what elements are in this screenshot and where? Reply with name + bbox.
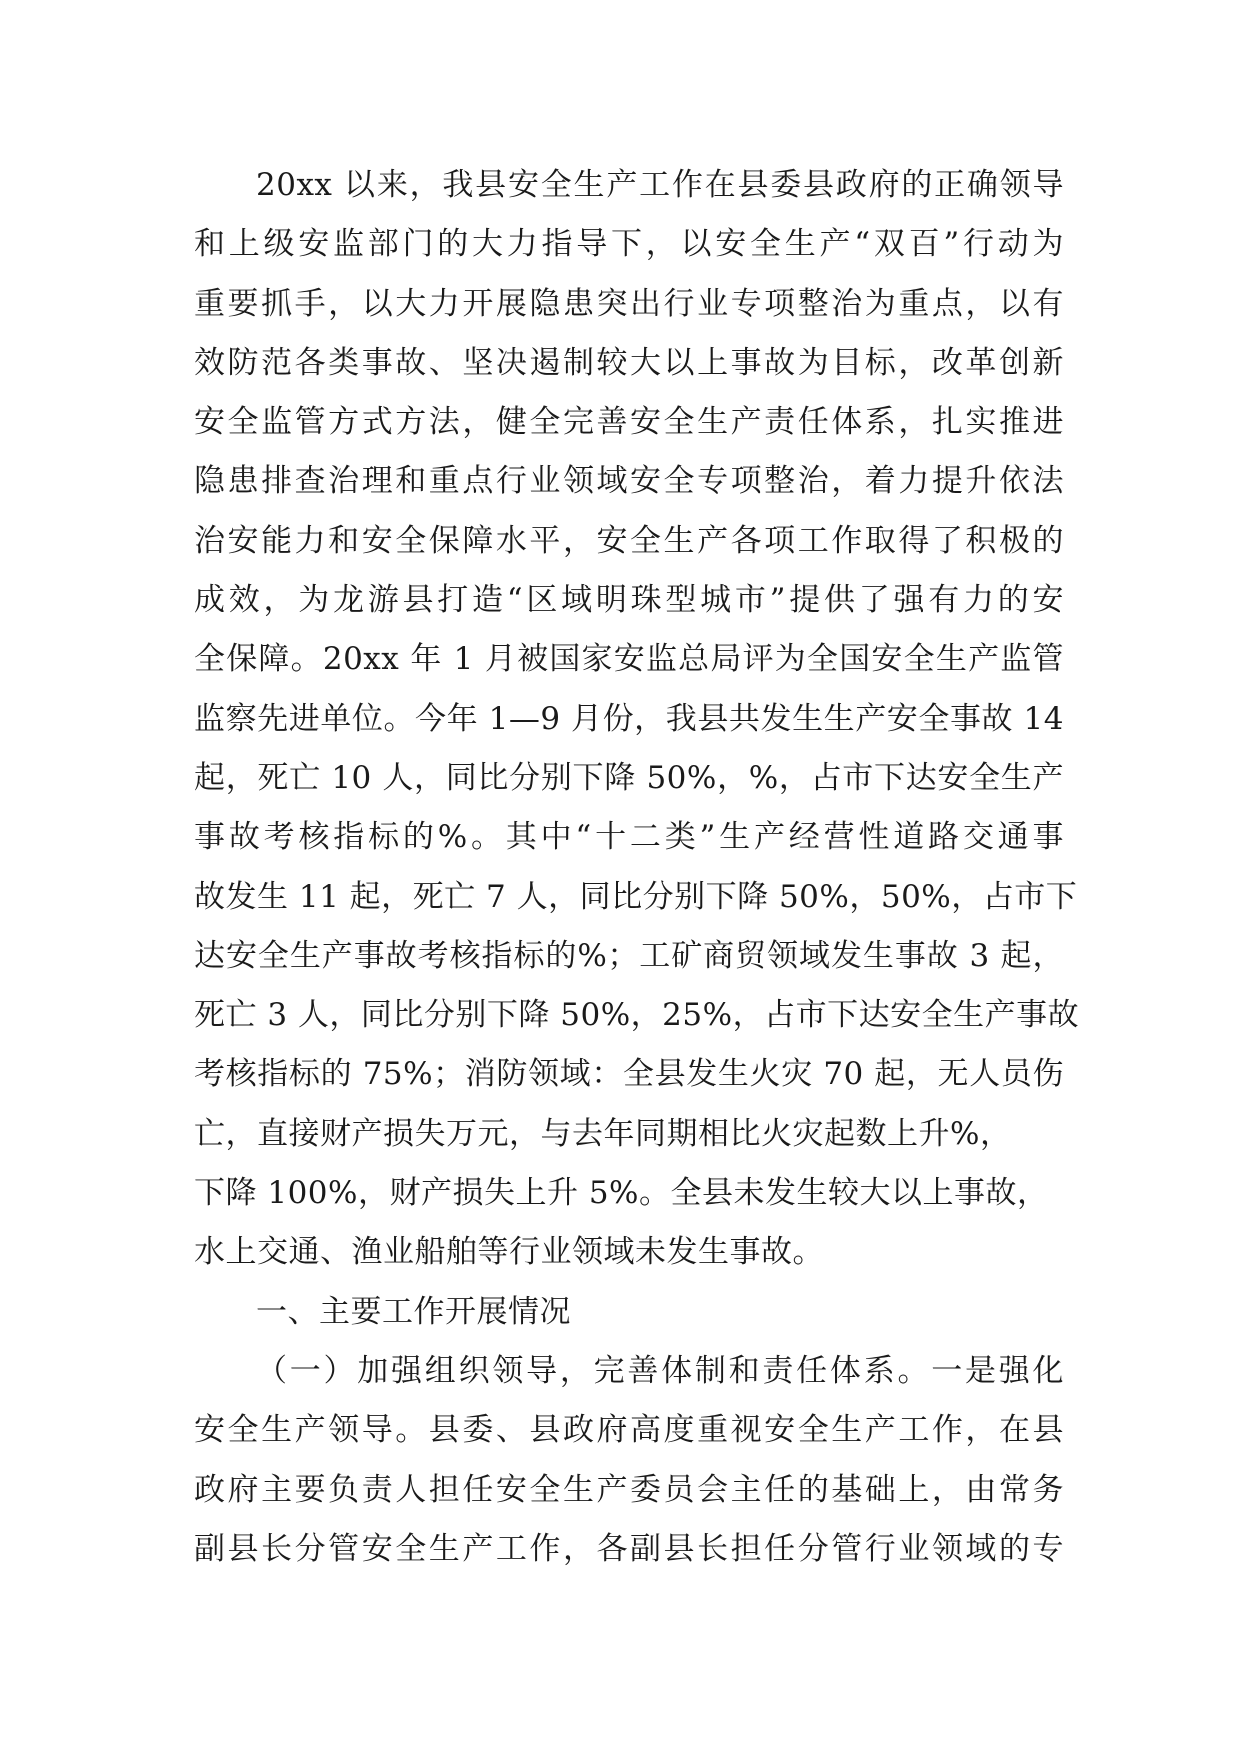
text-line: 隐患排查治理和重点行业领域安全专项整治，着力提升依法 [194, 463, 1064, 500]
text-line: 全保障。20xx 年 1 月被国家安监总局评为全国安全生产监管 [194, 641, 1064, 678]
paragraph-summary [194, 156, 1080, 1283]
text-line: 安全监管方式方法，健全完善安全生产责任体系，扎实推进 [194, 404, 1064, 441]
text-line: 20xx 以来，我县安全生产工作在县委县政府的正确领导 [256, 167, 1064, 203]
text-line: 成效，为龙游县打造“区域明珠型城市”提供了强有力的安 [194, 582, 1064, 619]
text-line: 重要抓手，以大力开展隐患突出行业专项整治为重点，以有 [194, 285, 1064, 322]
text-line: 达安全生产事故考核指标的%；工矿商贸领域发生事故 3 起， [194, 937, 1064, 974]
text-line: 安全生产领导。县委、县政府高度重视安全生产工作，在县 [194, 1412, 1064, 1449]
text-line: 起，死亡 10 人，同比分别下降 50%，%，占市下达安全生产 [194, 759, 1064, 796]
section-heading: 一、主要工作开展情况 [256, 1293, 571, 1330]
text-line: 亡，直接财产损失万元，与去年同期相比火灾起数上升%， [194, 1115, 1012, 1152]
text-line: 监察先进单位。今年 1—9 月份，我县共发生生产安全事故 14 [194, 700, 1064, 737]
text-line: 水上交通、渔业船舶等行业领域未发生事故。 [194, 1234, 824, 1271]
text-line: 故发生 11 起，死亡 7 人，同比分别下降 50%，50%，占市下 [194, 878, 1078, 915]
document-body [194, 156, 1080, 1579]
text-line: 下降 100%，财产损失上升 5%。全县未发生较大以上事故， [194, 1175, 1049, 1212]
text-line: 事故考核指标的%。其中“十二类”生产经营性道路交通事 [194, 819, 1064, 856]
text-line: 死亡 3 人，同比分别下降 50%，25%，占市下达安全生产事故 [194, 997, 1080, 1034]
text-line: 考核指标的 75%；消防领域：全县发生火灾 70 起，无人员伤 [194, 1056, 1064, 1093]
text-line: 政府主要负责人担任安全生产委员会主任的基础上，由常务 [194, 1471, 1064, 1508]
text-line: 效防范各类事故、坚决遏制较大以上事故为目标，改革创新 [194, 344, 1064, 381]
text-line: 和上级安监部门的大力指导下，以安全生产“双百”行动为 [194, 226, 1064, 263]
paragraph-organization [194, 1342, 1064, 1579]
text-line: 治安能力和安全保障水平，安全生产各项工作取得了积极的 [194, 522, 1064, 559]
text-line: （一）加强组织领导，完善体制和责任体系。一是强化 [256, 1352, 1064, 1389]
text-line: 副县长分管安全生产工作，各副县长担任分管行业领域的专 [194, 1530, 1064, 1567]
